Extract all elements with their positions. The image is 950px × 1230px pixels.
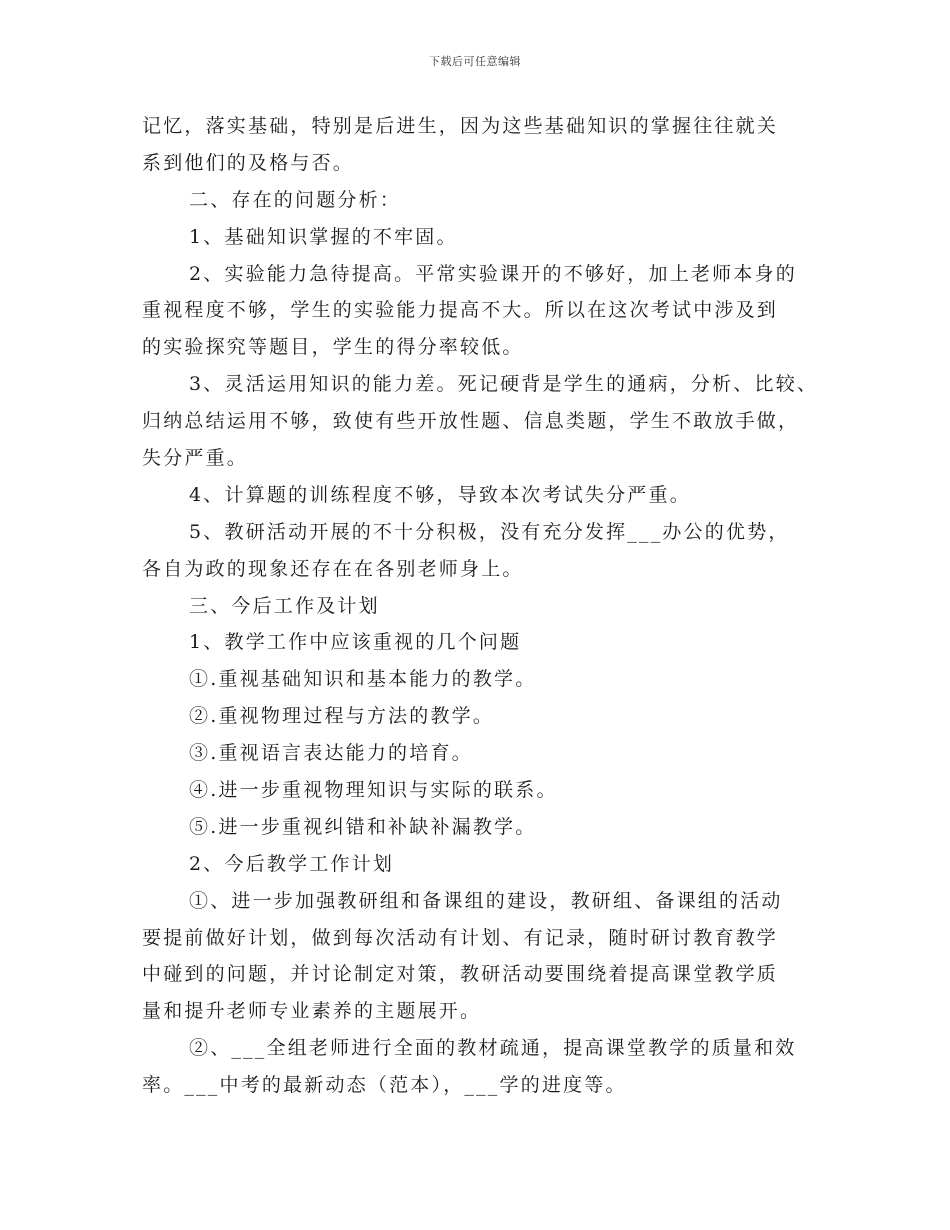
text-line: 率。___中考的最新动态（范本），___学的进度等。 bbox=[142, 1074, 627, 1097]
text-line: 的实验探究等题目，学生的得分率较低。 bbox=[142, 336, 524, 359]
list-item: 2、实验能力急待提高。平常实验课开的不够好，加上老师本身的 bbox=[189, 262, 797, 285]
sub-list-item: ⑤.进一步重视纠错和补缺补漏教学。 bbox=[189, 815, 537, 838]
sub-list-item: ①.重视基础知识和基本能力的教学。 bbox=[189, 668, 537, 691]
sub-list-item: ②.重视物理过程与方法的教学。 bbox=[189, 705, 495, 728]
list-item: 5、教研活动开展的不十分积极，没有充分发挥___办公的优势， bbox=[189, 520, 790, 543]
text-line: 各自为政的现象还存在在各别老师身上。 bbox=[142, 557, 524, 580]
text-line: 系到他们的及格与否。 bbox=[142, 151, 355, 174]
document-body bbox=[142, 108, 822, 1104]
list-item: 3、灵活运用知识的能力差。死记硬背是学生的通病，分析、比较、 bbox=[189, 373, 819, 396]
text-line: 记忆，落实基础，特别是后进生，因为这些基础知识的掌握往往就关 bbox=[142, 115, 779, 137]
list-item: 4、计算题的训练程度不够，导致本次考试失分严重。 bbox=[189, 483, 691, 506]
section-heading: 三、今后工作及计划 bbox=[189, 594, 380, 617]
text-line: 归纳总结运用不够，致使有些开放性题、信息类题，学生不敢放手做， bbox=[142, 410, 800, 433]
list-item: 2、今后教学工作计划 bbox=[189, 852, 395, 875]
list-item: 1、教学工作中应该重视的几个问题 bbox=[189, 631, 522, 654]
sub-list-item: ④.进一步重视物理知识与实际的联系。 bbox=[189, 779, 558, 802]
sub-list-item: ①、进一步加强教研组和备课组的建设，教研组、备课组的活动 bbox=[189, 889, 783, 912]
page-header: 下载后可任意编辑 bbox=[429, 55, 521, 68]
text-line: 要提前做好计划，做到每次活动有计划、有记录，随时研讨教育教学 bbox=[142, 926, 779, 949]
text-line: 重视程度不够，学生的实验能力提高不大。所以在这次考试中涉及到 bbox=[142, 299, 779, 322]
sub-list-item: ②、___全组老师进行全面的教材疏通，提高课堂教学的质量和效 bbox=[189, 1037, 797, 1060]
section-heading: 二、存在的问题分析： bbox=[189, 188, 402, 211]
text-line: 失分严重。 bbox=[142, 447, 249, 470]
text-line: 量和提升老师专业素养的主题展开。 bbox=[142, 1000, 482, 1023]
sub-list-item: ③.重视语言表达能力的培育。 bbox=[189, 742, 473, 765]
text-line: 中碰到的问题，并讨论制定对策，教研活动要围绕着提高课堂教学质 bbox=[142, 963, 779, 986]
list-item: 1、基础知识掌握的不牢固。 bbox=[189, 225, 458, 248]
